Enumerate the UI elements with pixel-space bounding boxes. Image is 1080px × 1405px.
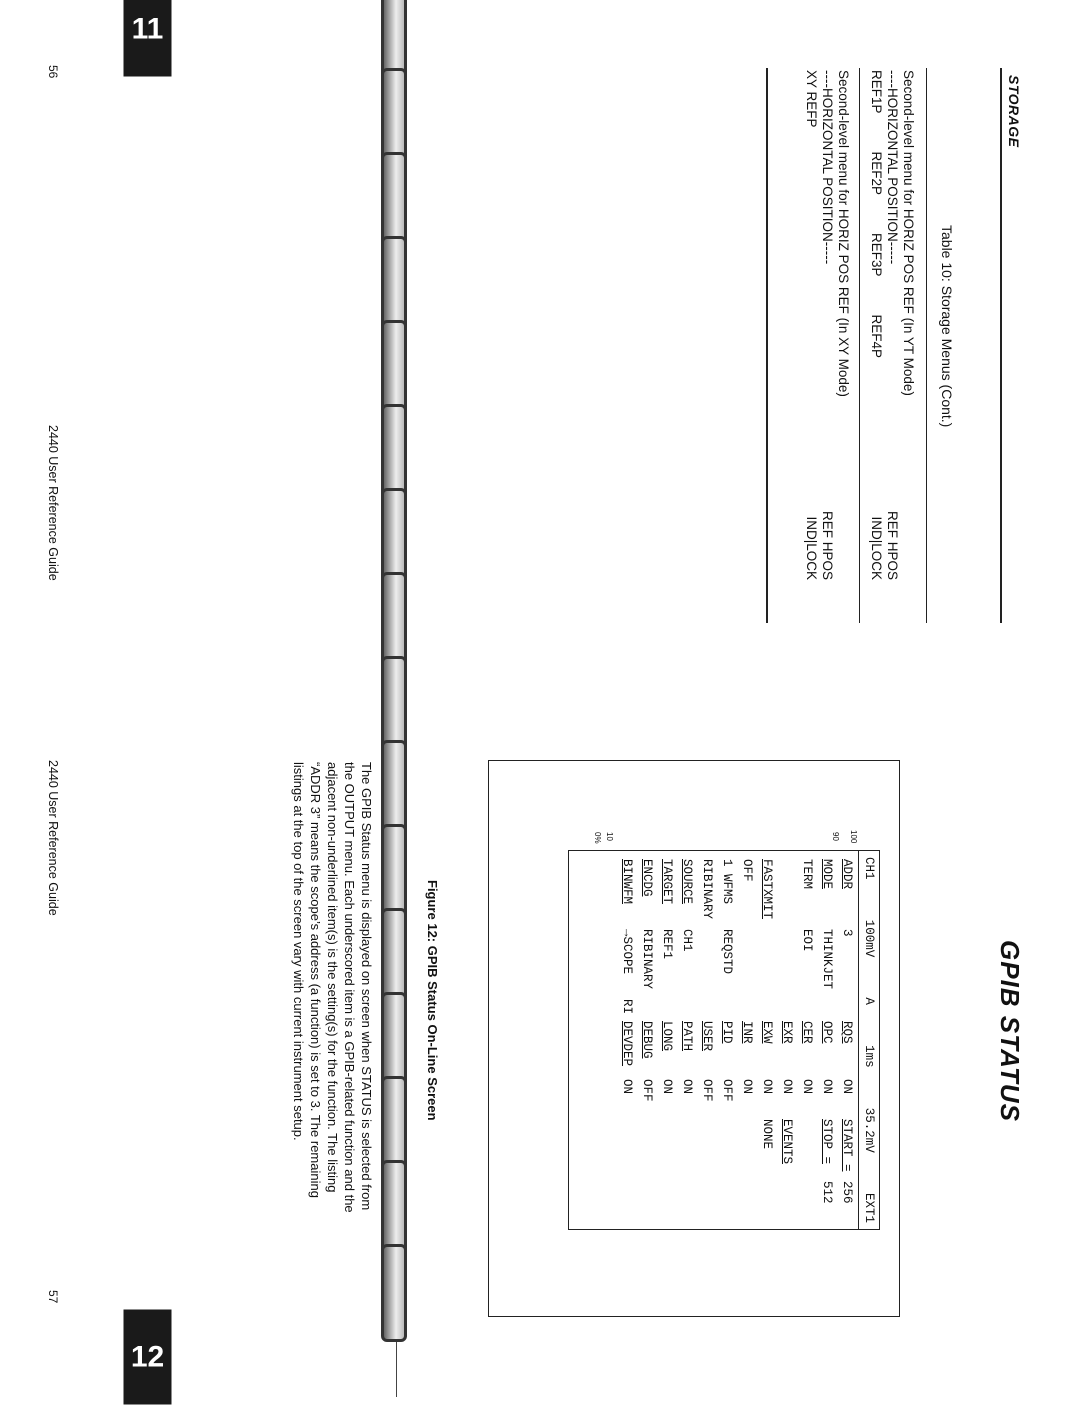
- screen-cell: [674, 1119, 694, 1181]
- screen-cell: [654, 1119, 674, 1181]
- body-line: “ADDR 3” means the scope’s address (a function) is set to 3. The remaining: [308, 762, 323, 1198]
- screen-row: [674, 859, 694, 1221]
- screen-cell: RIBINARY: [700, 859, 714, 920]
- screen-cell: [694, 1181, 714, 1221]
- screen-cell: [774, 859, 794, 929]
- screen-cell: [734, 929, 754, 999]
- screen-cell: RQS: [840, 1021, 854, 1044]
- screen-cell: ADDR: [840, 859, 854, 890]
- screen-cell: CER: [800, 1021, 814, 1044]
- screen-cell: OFF: [700, 1079, 714, 1102]
- screen-cell: [634, 1119, 654, 1181]
- screen-cell: [654, 1181, 674, 1221]
- screen-cell: [634, 1181, 654, 1221]
- figure-caption: Figure 12: GPIB Status On-Line Screen: [425, 880, 440, 1121]
- screen-cell: REF1: [660, 929, 674, 960]
- screen-cell: OFF: [640, 1079, 654, 1102]
- screen-rows: [610, 851, 858, 1229]
- screen-cell: BINWFM: [620, 859, 634, 905]
- screen-row: [714, 859, 734, 1221]
- ch1-label: CH1: [862, 857, 876, 880]
- scale-100: 100: [849, 830, 858, 844]
- screen-cell: ENCDG: [640, 859, 654, 897]
- screen-cell: ON: [620, 1079, 634, 1095]
- time-div: 1ms: [862, 1045, 876, 1068]
- screen-row: [814, 859, 834, 1221]
- screen-cell: [674, 1181, 694, 1221]
- table-divider: [859, 68, 860, 623]
- screen-cell: EVENTS: [780, 1119, 794, 1165]
- trigger-level: 35.2mV: [862, 1107, 876, 1153]
- screen-cell: ON: [680, 1079, 694, 1095]
- menu-item: REF1P: [869, 70, 884, 114]
- screen-row: [794, 859, 814, 1221]
- screen-cell: INR: [740, 1021, 754, 1044]
- screen-cell: PID: [720, 1021, 734, 1044]
- screen-cell: ON: [740, 1079, 754, 1095]
- scale-10: 10: [605, 832, 614, 841]
- screen-cell: 3: [840, 929, 854, 937]
- screen-row: [634, 859, 654, 1221]
- screen-cell: [774, 929, 794, 999]
- gpib-status-screen: [568, 850, 880, 1230]
- screen-cell: ON: [660, 1079, 674, 1095]
- left-page-number: 56: [46, 65, 60, 79]
- screen-row: [694, 859, 714, 1221]
- screen-cell: TERM: [800, 859, 814, 890]
- screen-cell: 256: [840, 1181, 854, 1204]
- menu-row-heading: Second-level menu for HORIZ POS REF (In XY Mode): [836, 70, 851, 397]
- screen-cell: [714, 1119, 734, 1181]
- section-tab-number: 11: [131, 12, 164, 45]
- left-footer: 2440 User Reference Guide: [46, 425, 60, 581]
- screen-cell: [794, 1119, 814, 1181]
- menu-row-heading: Second-level menu for HORIZ POS REF (In YT Mode): [901, 70, 916, 396]
- screen-cell: RIBINARY: [640, 929, 654, 990]
- menu-item: REF2P: [869, 151, 884, 196]
- screen-cell: RI: [620, 999, 634, 1015]
- body-line: adjacent non-underlined item(s) is the setting(s) for the function. The listing: [325, 762, 340, 1193]
- screen-cell: 1 WFMS: [720, 859, 734, 905]
- menu-row-yt: [868, 70, 916, 610]
- screen-cell: ON: [820, 1079, 834, 1095]
- screen-row: [774, 859, 794, 1221]
- screen-cell: [794, 1181, 814, 1221]
- screen-cell: EOI: [800, 929, 814, 952]
- menu-row-label: REF HPOS: [885, 510, 900, 580]
- screen-cell: START =: [840, 1119, 854, 1172]
- screen-cell: NONE: [760, 1119, 774, 1150]
- screen-cell: DEBUG: [640, 1021, 654, 1059]
- menu-row-label: IND|LOCK: [804, 516, 819, 580]
- screen-cell: [614, 1181, 634, 1221]
- screen-cell: LONG: [660, 1021, 674, 1052]
- screen-cell: OFF: [720, 1079, 734, 1102]
- screen-cell: EXW: [760, 1021, 774, 1044]
- screen-row: [834, 859, 854, 1221]
- screen-cell: OFF: [740, 859, 754, 882]
- page-title: GPIB STATUS: [995, 940, 1025, 1122]
- menu-row-title: ----HORIZONTAL POSITION-----: [885, 70, 900, 265]
- section-header: STORAGE: [1006, 75, 1022, 148]
- screen-cell: FASTXMIT: [760, 859, 774, 920]
- screen-cell: [714, 1181, 734, 1221]
- screen-cell: SOURCE: [680, 859, 694, 905]
- screen-cell: ON: [760, 1079, 774, 1095]
- screen-cell: THINKJET: [820, 929, 834, 990]
- screen-row: [734, 859, 754, 1221]
- screen-cell: →SCOPE: [620, 929, 634, 975]
- screen-cell: [694, 929, 714, 999]
- section-tab-number: 12: [130, 1340, 165, 1373]
- spiral-ring: [381, 1244, 407, 1342]
- table-bottom-rule: [766, 68, 768, 623]
- screen-cell: MODE: [820, 859, 834, 890]
- menu-row-label: IND|LOCK: [869, 516, 884, 580]
- screen-cell: REQSTD: [720, 929, 734, 975]
- body-line: the OUTPUT menu. Each underscored item is a GPIB-related function and the: [342, 762, 357, 1213]
- screen-cell: [734, 1119, 754, 1181]
- body-line: The GPIB Status menu is displayed on screen when STATUS is selected from: [359, 762, 374, 1211]
- screen-row: [754, 859, 774, 1221]
- right-footer: 2440 User Reference Guide: [46, 760, 60, 916]
- menu-item: XY REFP: [804, 70, 819, 128]
- screen-row: [654, 859, 674, 1221]
- screen-cell: [694, 1119, 714, 1181]
- body-line: listings at the top of the screen vary with current instrument setup.: [291, 762, 306, 1141]
- menu-table: [803, 70, 916, 610]
- screen-cell: [614, 1119, 634, 1181]
- screen-cell: [774, 1181, 794, 1221]
- screen-cell: ON: [800, 1079, 814, 1095]
- body-text: [290, 762, 375, 1322]
- menu-row-title: ----HORIZONTAL POSITION-----: [820, 70, 835, 265]
- screen-row: [614, 859, 634, 1221]
- section-tab-12: [124, 1310, 172, 1405]
- screen-cell: ON: [780, 1079, 794, 1095]
- section-tab-11: [124, 0, 172, 77]
- screen-cell: DEVDEP: [620, 1021, 634, 1067]
- screen-cell: EXR: [780, 1021, 794, 1044]
- scale-0: 0%: [593, 832, 602, 844]
- menu-item: REF4P: [869, 314, 884, 359]
- right-page-number: 57: [46, 1290, 60, 1304]
- screen-cell: [754, 1181, 774, 1221]
- scale-90: 90: [831, 832, 840, 841]
- screen-cell: [754, 929, 774, 999]
- trigger-source: EXT1: [862, 1192, 876, 1223]
- table-title: Table 10: Storage Menus (Cont.): [939, 225, 955, 428]
- screen-cell: [734, 1181, 754, 1221]
- screen-top-readout: [858, 851, 879, 1229]
- screen-cell: TARGET: [660, 859, 674, 905]
- menu-row-label: REF HPOS: [820, 510, 835, 580]
- table-top-rule: [926, 68, 927, 623]
- screen-cell: ON: [840, 1079, 854, 1095]
- screen-cell: PATH: [680, 1021, 694, 1052]
- menu-row-xy: [803, 70, 851, 610]
- screen-cell: STOP =: [820, 1119, 834, 1165]
- screen-cell: CH1: [680, 929, 694, 952]
- screen-cell: USER: [700, 1021, 714, 1052]
- screen-cell: 512: [820, 1181, 834, 1204]
- menu-item: REF3P: [869, 233, 884, 277]
- volts-div: 100mV: [862, 919, 876, 958]
- a-label: A: [862, 997, 876, 1005]
- header-rule: [1000, 68, 1002, 623]
- screen-cell: OPC: [820, 1021, 834, 1044]
